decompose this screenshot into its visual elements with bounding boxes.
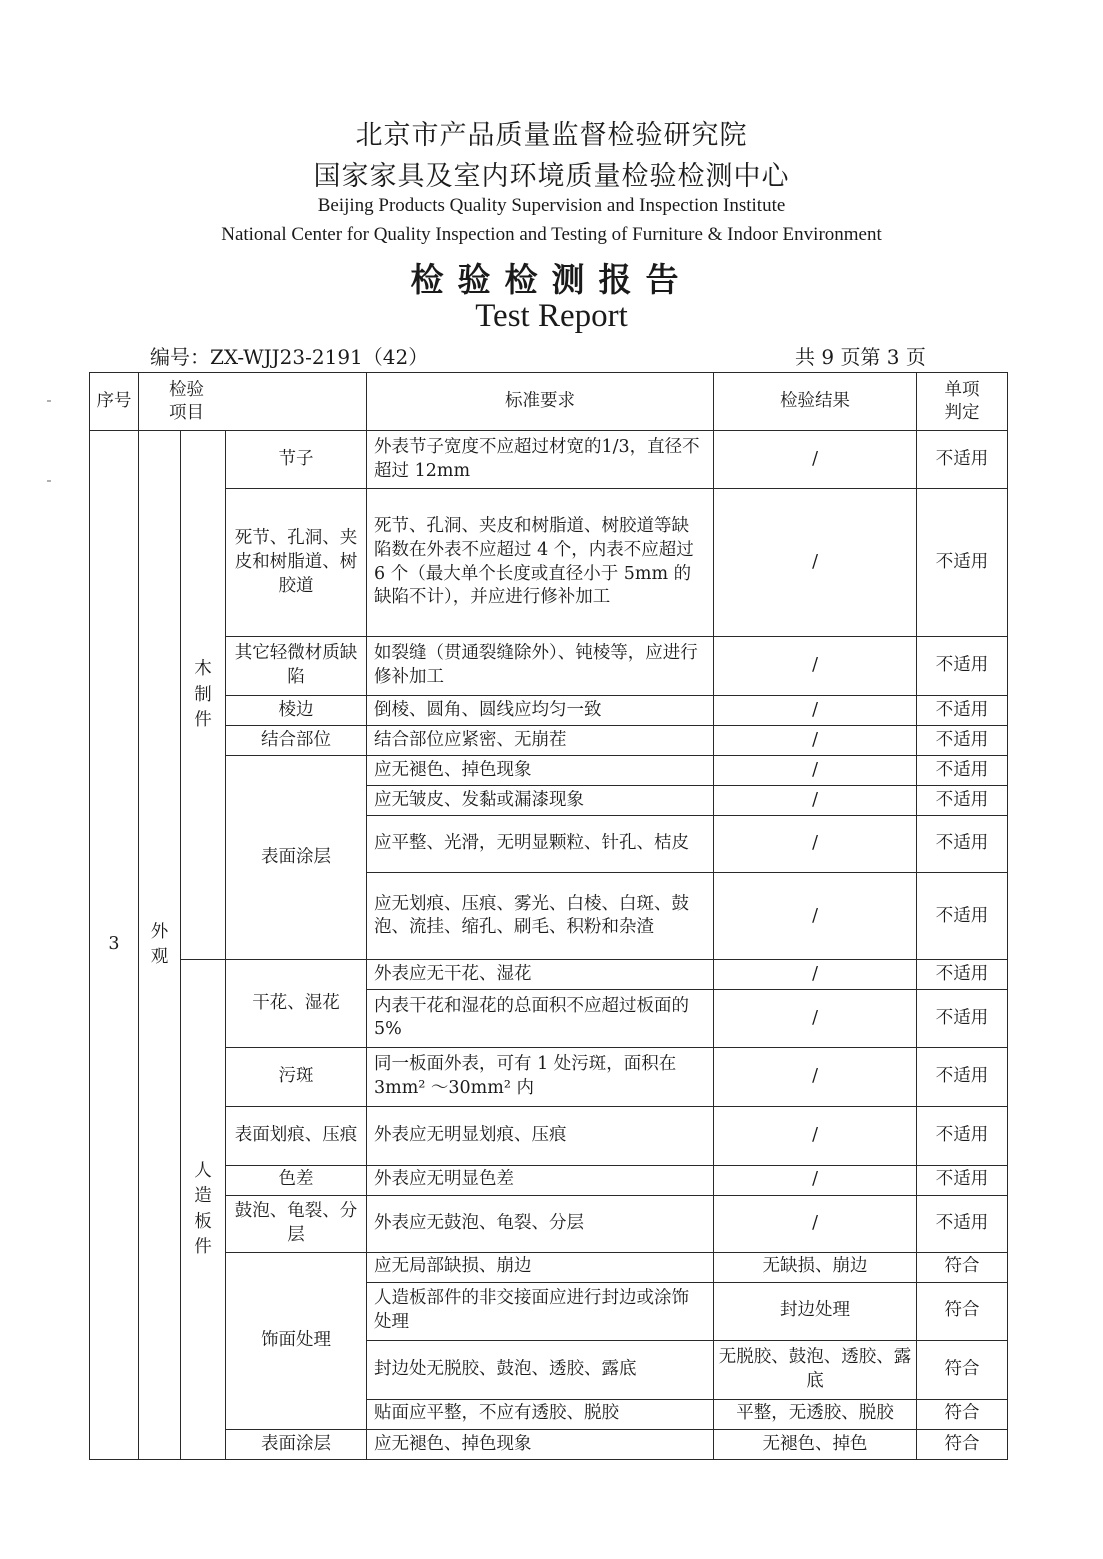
verdict-cell: 不适用 [917,1047,1008,1106]
requirement-cell: 应无局部缺损、崩边 [367,1252,714,1282]
requirement-cell: 外表应无鼓泡、龟裂、分层 [367,1195,714,1252]
result-cell: 无褪色、掉色 [714,1429,917,1459]
table-header-row [90,373,1008,431]
verdict-cell: 不适用 [917,1195,1008,1252]
subitem-cell: 表面涂层 [226,1429,367,1459]
requirement-cell: 外表节子宽度不应超过材宽的1/3，直径不超过 12mm [367,431,714,489]
result-cell: 平整，无透胶、脱胶 [714,1399,917,1429]
seq-cell: 3 [90,431,139,1460]
subitem-cell: 污斑 [226,1047,367,1106]
subitem-cell: 死节、孔洞、夹皮和树脂道、树胶道 [226,489,367,637]
verdict-cell: 符合 [917,1399,1008,1429]
verdict-cell: 符合 [917,1429,1008,1459]
page-indicator: 共 9 页第 3 页 [795,345,926,369]
subitem-cell: 干花、湿花 [226,960,367,1047]
group-label: 人造板件 [194,1160,212,1258]
requirement-cell: 内表干花和湿花的总面积不应超过板面的 5% [367,990,714,1047]
result-cell: / [714,786,917,816]
requirement-cell: 外表应无明显划痕、压痕 [367,1106,714,1165]
table-row [90,1165,1008,1195]
result-cell: / [714,696,917,726]
requirement-cell: 死节、孔洞、夹皮和树脂道、树胶道等缺陷数在外表不应超过 4 个，内表不应超过 6 个（最大单个长度或直径小于 5mm 的缺陷不计），并应进行修补加工 [367,489,714,637]
result-cell: 无缺损、崩边 [714,1252,917,1282]
report-number: 编号：ZX-WJJ23-2191（42） [150,345,429,369]
group-cell [181,960,226,1460]
verdict-cell: 符合 [917,1282,1008,1340]
requirement-cell: 封边处无脱胶、鼓泡、透胶、露底 [367,1340,714,1399]
requirement-cell: 人造板部件的非交接面应进行封边或涂饰处理 [367,1282,714,1340]
col-header-seq-text: 序号 [96,391,132,412]
result-cell: 无脱胶、鼓泡、透胶、露底 [714,1340,917,1399]
verdict-cell: 不适用 [917,960,1008,990]
subitem-cell: 表面划痕、压痕 [226,1106,367,1165]
result-cell: / [714,990,917,1047]
verdict-cell: 不适用 [917,990,1008,1047]
result-cell: / [714,1047,917,1106]
requirement-cell: 倒棱、圆角、圆线应均匀一致 [367,696,714,726]
verdict-cell: 不适用 [917,637,1008,696]
requirement-cell: 应无划痕、压痕、雾光、白棱、白斑、鼓泡、流挂、缩孔、刷毛、积粉和杂渣 [367,873,714,960]
subitem-cell: 鼓泡、龟裂、分层 [226,1195,367,1252]
verdict-cell: 不适用 [917,786,1008,816]
result-cell: / [714,1195,917,1252]
result-cell: / [714,873,917,960]
inspection-table [89,372,1008,1460]
subitem-cell: 节子 [226,431,367,489]
subitem-cell: 其它轻微材质缺陷 [226,637,367,696]
col-header-result: 检验结果 [714,373,917,431]
verdict-cell: 不适用 [917,816,1008,873]
report-title-en: Test Report [475,298,628,334]
table-row [90,1106,1008,1165]
verdict-cell: 不适用 [917,726,1008,756]
table-row [90,637,1008,696]
result-cell: / [714,1165,917,1195]
report-title-cn: 检验检测报告 [410,260,693,299]
table-row [90,431,1008,489]
center-name-en: National Center for Quality Inspection and Testing of Furniture & Indoor Environment [221,224,882,245]
table-row [90,1252,1008,1282]
subitem-cell: 结合部位 [226,726,367,756]
result-cell: / [714,489,917,637]
scan-mark [47,400,51,402]
table-row [90,1195,1008,1252]
verdict-cell: 不适用 [917,489,1008,637]
col-header-item-text: 检验项目 [169,379,204,423]
result-cell: / [714,637,917,696]
scan-mark [47,480,51,482]
result-cell: / [714,726,917,756]
requirement-cell: 贴面应平整，不应有透胶、脱胶 [367,1399,714,1429]
table-row [90,696,1008,726]
requirement-cell: 结合部位应紧密、无崩茬 [367,726,714,756]
table-row [90,726,1008,756]
subitem-cell: 色差 [226,1165,367,1195]
verdict-cell: 不适用 [917,1165,1008,1195]
requirement-cell: 应平整、光滑，无明显颗粒、针孔、桔皮 [367,816,714,873]
subitem-cell: 表面涂层 [226,756,367,960]
result-cell: / [714,756,917,786]
subitem-cell: 饰面处理 [226,1252,367,1429]
table-row [90,1047,1008,1106]
center-name-cn: 国家家具及室内环境质量检验检测中心 [313,161,790,192]
group-cell [181,431,226,960]
verdict-cell: 不适用 [917,756,1008,786]
col-header-requirement: 标准要求 [367,373,714,431]
col-header-item [139,373,367,431]
requirement-cell: 外表应无明显色差 [367,1165,714,1195]
requirement-cell: 应无皱皮、发黏或漏漆现象 [367,786,714,816]
table-row [90,489,1008,637]
requirement-cell: 同一板面外表，可有 1 处污斑，面积在 3mm² ～30mm² 内 [367,1047,714,1106]
table-body [90,373,1008,1460]
subitem-cell: 棱边 [226,696,367,726]
verdict-cell: 不适用 [917,696,1008,726]
verdict-cell: 不适用 [917,873,1008,960]
institute-name-en: Beijing Products Quality Supervision and Inspection Institute [317,195,786,216]
table-row [90,1429,1008,1459]
table-row [90,756,1008,786]
result-cell: / [714,960,917,990]
requirement-cell: 如裂缝（贯通裂缝除外）、钝棱等，应进行修补加工 [367,637,714,696]
result-cell: / [714,431,917,489]
institute-name-cn: 北京市产品质量监督检验研究院 [355,120,748,151]
verdict-cell: 不适用 [917,431,1008,489]
category-cell [139,431,181,1460]
group-label: 木制件 [194,659,212,730]
requirement-cell: 应无褪色、掉色现象 [367,756,714,786]
col-header-verdict [917,373,1008,431]
result-cell: 封边处理 [714,1282,917,1340]
requirement-cell: 外表应无干花、湿花 [367,960,714,990]
category-label: 外观 [150,921,169,968]
table-row [90,960,1008,990]
col-header-seq [90,373,139,431]
col-header-verdict-text: 单项判定 [944,379,980,423]
verdict-cell: 不适用 [917,1106,1008,1165]
result-cell: / [714,816,917,873]
verdict-cell: 符合 [917,1340,1008,1399]
verdict-cell: 符合 [917,1252,1008,1282]
result-cell: / [714,1106,917,1165]
requirement-cell: 应无褪色、掉色现象 [367,1429,714,1459]
